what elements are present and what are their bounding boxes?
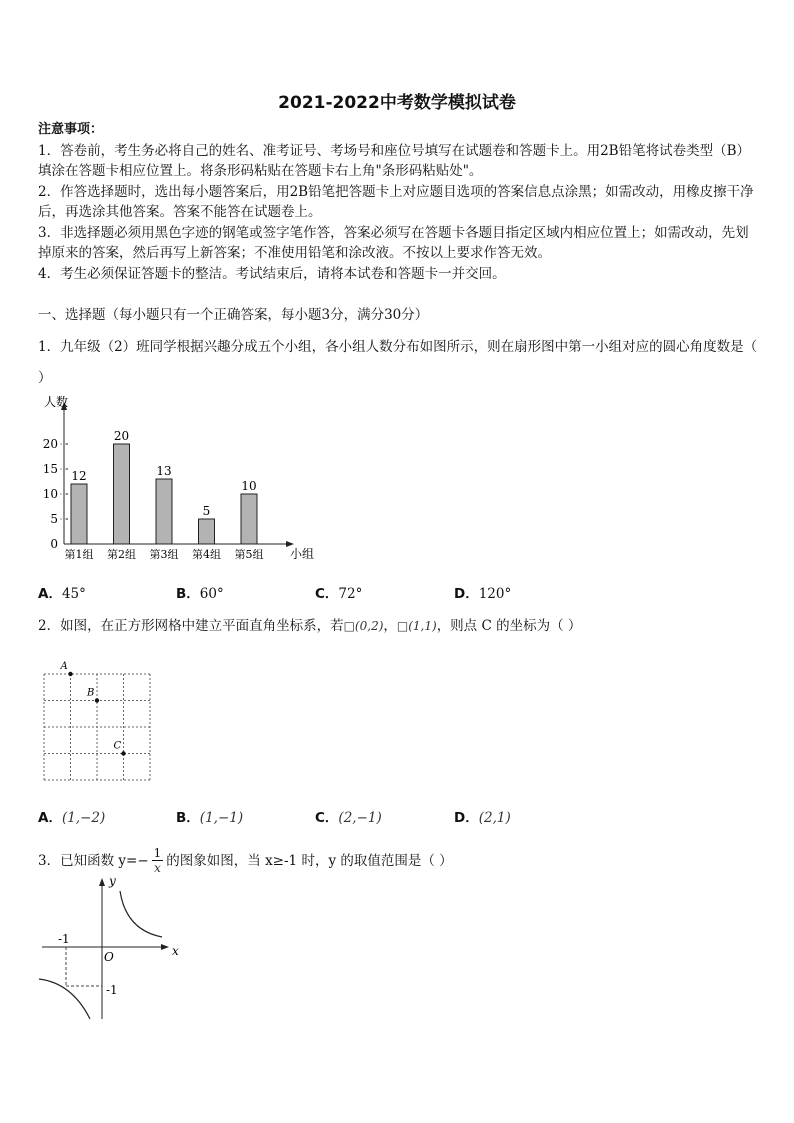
q2-separator: ， xyxy=(383,618,397,634)
option-value: 120° xyxy=(478,586,512,602)
point-c xyxy=(121,751,125,755)
notice-item-3: 3．非选择题必须用黑色字迹的钢笔或签字笔作答，答案必须写在答题卡各题目指定区域内相应位置上；如需改动，先划掉原来的答案，然后再写上新答案；不准使用铅笔和涂改液。不按以上要求作答无效。 xyxy=(38,224,749,261)
bar xyxy=(241,494,257,544)
x-axis-arrow-icon xyxy=(161,944,169,950)
option-label: D． xyxy=(454,810,479,826)
y-axis-label: 人数 xyxy=(44,395,69,409)
y-axis-label: y xyxy=(109,875,116,888)
bar-value-label: 20 xyxy=(113,429,130,443)
q3-fraction xyxy=(152,846,164,875)
q2-coord-b: □(1,1) xyxy=(396,619,437,633)
y-tick-label: 20 xyxy=(42,437,58,451)
option-label: D． xyxy=(454,586,479,602)
x-axis-label: x xyxy=(172,944,179,958)
notice-item-2: 2．作答选择题时，选出每小题答案后，用2B铅笔把答题卡上对应题目选项的答案信息点涂黑；如需改动，用橡皮擦干净后，再选涂其他答案。答案不能答在试题卷上。 xyxy=(38,183,754,220)
y-tick-label: 0 xyxy=(50,537,58,551)
x-axis-label: 小组 xyxy=(290,547,315,561)
x-tick-label: -1 xyxy=(58,932,70,946)
notice-item-4: 4．考生必须保证答题卡的整洁。考试结束后，请将本试卷和答题卡一并交回。 xyxy=(38,265,506,282)
q2-option-d[interactable] xyxy=(454,806,511,826)
question-1-text: 1．九年级（2）班同学根据兴趣分成五个小组，各小组人数分布如图所示，则在扇形图中第一小组对应的圆心角度数是（ ） xyxy=(38,339,758,386)
option-label: C． xyxy=(315,586,339,602)
bar-value-label: 5 xyxy=(202,504,211,518)
y-tick-label: 15 xyxy=(42,462,58,476)
q1-option-d[interactable] xyxy=(454,582,511,602)
option-value: 60° xyxy=(199,586,224,602)
point-label-b: B xyxy=(87,687,95,699)
q2-option-a[interactable] xyxy=(38,806,105,826)
option-value: (1,−1) xyxy=(199,810,244,826)
fraction-numerator: 1 xyxy=(153,846,162,860)
curve-branch-first-quadrant xyxy=(120,891,162,937)
curve-branch-third-quadrant xyxy=(39,979,90,1019)
bar xyxy=(156,479,172,544)
option-value: (1,−2) xyxy=(61,810,106,826)
q2-grid-figure xyxy=(38,656,158,786)
q1-option-b[interactable] xyxy=(176,582,224,602)
q3-text-end: 的图象如图，当 x≥-1 时，y 的取值范围是（ ） xyxy=(166,852,453,869)
category-label: 第4组 xyxy=(192,548,221,561)
fraction-denominator: x xyxy=(154,861,161,875)
q1-option-a[interactable] xyxy=(38,582,86,602)
question-2-text xyxy=(38,616,581,636)
q2-text-start: 2．如图，在正方形网格中建立平面直角坐标系，若 xyxy=(38,618,344,634)
y-tick-label: 5 xyxy=(50,512,58,526)
option-value: 72° xyxy=(338,586,363,602)
q2-option-c[interactable] xyxy=(315,806,382,826)
point-label-c: C xyxy=(113,740,122,752)
q2-option-b[interactable] xyxy=(176,806,243,826)
option-label: B． xyxy=(176,810,200,826)
q2-text-end: ，则点 C 的坐标为（ ） xyxy=(436,618,582,634)
question-3-text xyxy=(38,846,453,875)
option-value: 45° xyxy=(61,586,86,602)
notice-block xyxy=(38,120,760,284)
q3-function-graph xyxy=(36,875,186,1025)
point-label-a: A xyxy=(60,661,68,672)
y-tick-label: 10 xyxy=(42,487,58,501)
option-value: (2,1) xyxy=(478,810,511,826)
q2-grid-lines xyxy=(44,674,150,780)
bar-value-label: 10 xyxy=(241,479,257,493)
option-label: C． xyxy=(315,810,339,826)
y-axis-arrow-icon xyxy=(99,878,105,886)
option-label: A． xyxy=(38,810,62,826)
origin-label: O xyxy=(104,950,114,964)
point-b xyxy=(95,698,99,702)
q2-coord-a: □(0,2) xyxy=(343,619,384,633)
category-label: 第3组 xyxy=(149,548,179,561)
notice-item-1: 1．答卷前，考生务必将自己的姓名、准考证号、考场号和座位号填写在试题卷和答题卡上。用2B铅笔将试卷类型（B）填涂在答题卡相应位置上。将条形码粘贴在答题卡右上角"条形码粘贴处"。 xyxy=(38,142,751,179)
y-tick-label: -1 xyxy=(106,983,118,997)
bar xyxy=(199,519,215,544)
page-title: 2021-2022中考数学模拟试卷 xyxy=(278,93,516,113)
section-heading: 一、选择题（每小题只有一个正确答案，每小题3分，满分30分） xyxy=(38,307,429,323)
bar xyxy=(114,444,130,544)
option-value: (2,−1) xyxy=(338,810,382,826)
category-label: 第2组 xyxy=(107,548,136,561)
option-label: B． xyxy=(176,586,200,602)
bar-value-label: 12 xyxy=(71,469,87,483)
category-label: 第1组 xyxy=(64,548,94,561)
option-label: A． xyxy=(38,586,62,602)
category-label: 第5组 xyxy=(234,548,264,561)
q3-text-start: 3．已知函数 y=− xyxy=(38,852,149,869)
group-size-bar-chart xyxy=(30,390,330,570)
bar-value-label: 13 xyxy=(156,464,172,478)
q1-option-c[interactable] xyxy=(315,582,362,602)
notice-heading: 注意事项： xyxy=(38,122,104,137)
point-a xyxy=(68,672,72,676)
bar xyxy=(71,484,87,544)
